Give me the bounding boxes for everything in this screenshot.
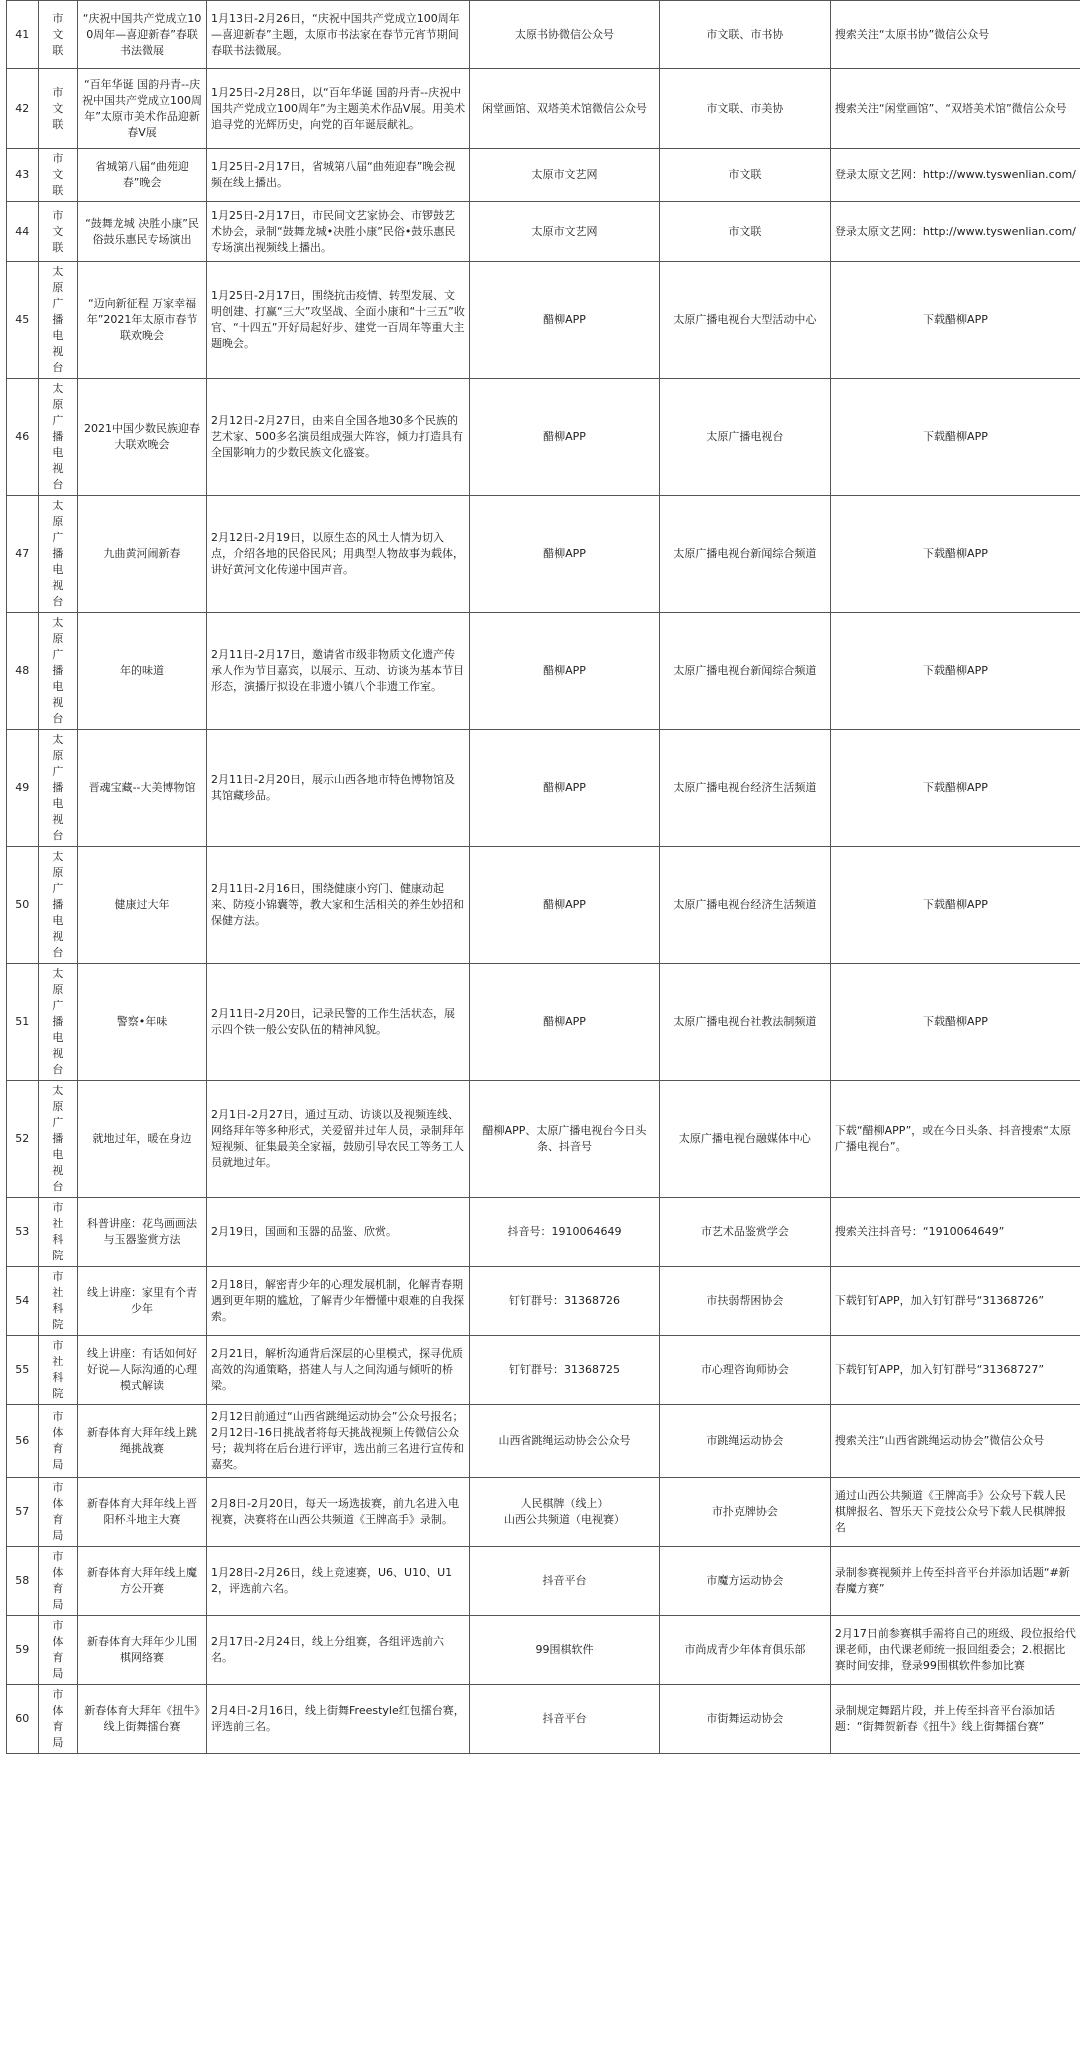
- organizer-cell: 市体育局: [38, 1405, 77, 1478]
- host-unit-cell: 市街舞运动协会: [659, 1685, 830, 1754]
- platform-cell: 抖音平台: [470, 1685, 660, 1754]
- participation-method-cell: 下载“醋柳APP”，或在今日头条、抖音搜索“太原广播电视台”。: [830, 1081, 1080, 1198]
- time-content-cell: 2月11日-2月16日，围绕健康小窍门、健康动起来、防疫小锦囊等，教大家和生活相关的养生妙招和保健方法。: [207, 847, 470, 964]
- row-number: 54: [7, 1267, 39, 1336]
- table-row: [7, 202, 1080, 262]
- participation-method-cell: 下载醋柳APP: [830, 379, 1080, 496]
- table-row: [7, 1198, 1080, 1267]
- organizer-cell: 市文联: [38, 149, 77, 202]
- table-row: [7, 1616, 1080, 1685]
- participation-method-cell: 下载醋柳APP: [830, 964, 1080, 1081]
- row-number: 47: [7, 496, 39, 613]
- host-unit-cell: 太原广播电视台: [659, 379, 830, 496]
- organizer-cell: 市文联: [38, 202, 77, 262]
- platform-cell: 99围棋软件: [470, 1616, 660, 1685]
- participation-method-cell: 搜索关注“山西省跳绳运动协会”微信公众号: [830, 1405, 1080, 1478]
- row-number: 49: [7, 730, 39, 847]
- activity-name-cell: 新春体育大拜年少儿围棋网络赛: [78, 1616, 207, 1685]
- row-number: 51: [7, 964, 39, 1081]
- participation-method-cell: 登录太原文艺网：http://www.tyswenlian.com/: [830, 149, 1080, 202]
- platform-cell: 太原市文艺网: [470, 202, 660, 262]
- organizer-cell: 太原广播电视台: [38, 379, 77, 496]
- activity-name-cell: 新春体育大拜年线上晋阳杯斗地主大赛: [78, 1478, 207, 1547]
- activity-name-cell: 线上讲座：家里有个青少年: [78, 1267, 207, 1336]
- time-content-cell: 1月28日-2月26日，线上竞速赛，U6、U10、U12，评选前六名。: [207, 1547, 470, 1616]
- platform-cell: 人民棋牌（线上） 山西公共频道（电视赛）: [470, 1478, 660, 1547]
- activity-name-cell: 新春体育大拜年线上跳绳挑战赛: [78, 1405, 207, 1478]
- organizer-cell: 市社科院: [38, 1198, 77, 1267]
- organizer-cell: 市体育局: [38, 1478, 77, 1547]
- organizer-cell: 市体育局: [38, 1616, 77, 1685]
- participation-method-cell: 录制规定舞蹈片段，并上传至抖音平台添加话题：“街舞贺新春《扭牛》线上街舞擂台赛”: [830, 1685, 1080, 1754]
- platform-cell: 醋柳APP: [470, 613, 660, 730]
- activity-name-cell: “迈向新征程 万家幸福年”2021年太原市春节联欢晚会: [78, 262, 207, 379]
- table-row: [7, 1478, 1080, 1547]
- activity-name-cell: 晋魂宝藏--大美博物馆: [78, 730, 207, 847]
- host-unit-cell: 太原广播电视台新闻综合频道: [659, 613, 830, 730]
- table-row: [7, 1405, 1080, 1478]
- host-unit-cell: 市心理咨询师协会: [659, 1336, 830, 1405]
- activity-name-cell: 九曲黄河闹新春: [78, 496, 207, 613]
- organizer-cell: 市社科院: [38, 1336, 77, 1405]
- table-row: [7, 69, 1080, 149]
- organizer-cell: 市社科院: [38, 1267, 77, 1336]
- row-number: 41: [7, 1, 39, 69]
- time-content-cell: 2月4日-2月16日，线上街舞Freestyle红包擂台赛，评选前三名。: [207, 1685, 470, 1754]
- participation-method-cell: 录制参赛视频并上传至抖音平台并添加话题“#新春魔方赛”: [830, 1547, 1080, 1616]
- time-content-cell: 2月11日-2月17日，邀请省市级非物质文化遗产传承人作为节目嘉宾，以展示、互动、访谈为基本节目形态，演播厅拟设在非遗小镇八个非遗工作室。: [207, 613, 470, 730]
- table-body: [7, 1, 1080, 1754]
- host-unit-cell: 市文联: [659, 202, 830, 262]
- platform-cell: 醋柳APP: [470, 379, 660, 496]
- participation-method-cell: 下载醋柳APP: [830, 847, 1080, 964]
- host-unit-cell: 市艺术品鉴赏学会: [659, 1198, 830, 1267]
- table-row: [7, 1547, 1080, 1616]
- host-unit-cell: 太原广播电视台社教法制频道: [659, 964, 830, 1081]
- time-content-cell: 1月13日-2月26日，“庆祝中国共产党成立100周年—喜迎新春”主题，太原市书法家在春节元宵节期间春联书法微展。: [207, 1, 470, 69]
- platform-cell: 闲堂画馆、双塔美术馆微信公众号: [470, 69, 660, 149]
- participation-method-cell: 搜索关注抖音号：“1910064649”: [830, 1198, 1080, 1267]
- platform-cell: 醋柳APP: [470, 730, 660, 847]
- activity-name-cell: 科普讲座：花鸟画画法与玉器鉴赏方法: [78, 1198, 207, 1267]
- host-unit-cell: 市文联: [659, 149, 830, 202]
- platform-cell: 醋柳APP: [470, 964, 660, 1081]
- table-sheet: [6, 0, 1080, 1754]
- host-unit-cell: 太原广播电视台大型活动中心: [659, 262, 830, 379]
- participation-method-cell: 下载醋柳APP: [830, 613, 1080, 730]
- platform-cell: 醋柳APP: [470, 847, 660, 964]
- table-row: [7, 1336, 1080, 1405]
- organizer-cell: 太原广播电视台: [38, 964, 77, 1081]
- platform-cell: 山西省跳绳运动协会公众号: [470, 1405, 660, 1478]
- table-row: [7, 847, 1080, 964]
- organizer-cell: 太原广播电视台: [38, 262, 77, 379]
- platform-cell: 太原市文艺网: [470, 149, 660, 202]
- activity-name-cell: 新春体育大拜年线上魔方公开赛: [78, 1547, 207, 1616]
- organizer-cell: 市文联: [38, 1, 77, 69]
- platform-cell: 钉钉群号：31368725: [470, 1336, 660, 1405]
- activity-table: [6, 0, 1080, 1754]
- time-content-cell: 2月12日-2月27日，由来自全国各地30多个民族的艺术家、500多名演员组成强大阵容，倾力打造具有全国影响力的少数民族文化盛宴。: [207, 379, 470, 496]
- row-number: 48: [7, 613, 39, 730]
- platform-cell: 抖音平台: [470, 1547, 660, 1616]
- time-content-cell: 2月18日，解密青少年的心理发展机制，化解青春期遇到更年期的尴尬，了解青少年懵懂中艰难的自我探索。: [207, 1267, 470, 1336]
- platform-cell: 抖音号：1910064649: [470, 1198, 660, 1267]
- time-content-cell: 2月12日-2月19日，以原生态的风土人情为切入点，介绍各地的民俗民风；用典型人物故事为载体，讲好黄河文化传递中国声音。: [207, 496, 470, 613]
- host-unit-cell: 市尚成青少年体育俱乐部: [659, 1616, 830, 1685]
- host-unit-cell: 市文联、市美协: [659, 69, 830, 149]
- activity-name-cell: 新春体育大拜年《扭牛》线上街舞擂台赛: [78, 1685, 207, 1754]
- organizer-cell: 太原广播电视台: [38, 847, 77, 964]
- platform-cell: 钉钉群号：31368726: [470, 1267, 660, 1336]
- participation-method-cell: 下载醋柳APP: [830, 496, 1080, 613]
- host-unit-cell: 市扑克牌协会: [659, 1478, 830, 1547]
- organizer-cell: 市体育局: [38, 1685, 77, 1754]
- activity-name-cell: 健康过大年: [78, 847, 207, 964]
- row-number: 57: [7, 1478, 39, 1547]
- organizer-cell: 太原广播电视台: [38, 730, 77, 847]
- row-number: 60: [7, 1685, 39, 1754]
- participation-method-cell: 下载钉钉APP，加入钉钉群号“31368726”: [830, 1267, 1080, 1336]
- row-number: 44: [7, 202, 39, 262]
- activity-name-cell: 年的味道: [78, 613, 207, 730]
- activity-name-cell: 线上讲座：有话如何好好说—人际沟通的心理模式解读: [78, 1336, 207, 1405]
- organizer-cell: 市体育局: [38, 1547, 77, 1616]
- activity-name-cell: 就地过年，暖在身边: [78, 1081, 207, 1198]
- organizer-cell: 太原广播电视台: [38, 1081, 77, 1198]
- table-row: [7, 262, 1080, 379]
- time-content-cell: 1月25日-2月17日，市民间文艺家协会、市锣鼓艺术协会，录制“鼓舞龙城•决胜小康”民俗•鼓乐惠民专场演出视频线上播出。: [207, 202, 470, 262]
- row-number: 46: [7, 379, 39, 496]
- table-row: [7, 379, 1080, 496]
- time-content-cell: 2月8日-2月20日，每天一场选拔赛，前九名进入电视赛，决赛将在山西公共频道《王牌高手》录制。: [207, 1478, 470, 1547]
- row-number: 53: [7, 1198, 39, 1267]
- host-unit-cell: 太原广播电视台新闻综合频道: [659, 496, 830, 613]
- time-content-cell: 2月1日-2月27日，通过互动、访谈以及视频连线、网络拜年等多种形式，关爱留并过年人员，录制拜年短视频、征集最美全家福，鼓励引导农民工等务工人员就地过年。: [207, 1081, 470, 1198]
- table-row: [7, 1081, 1080, 1198]
- table-row: [7, 1, 1080, 69]
- time-content-cell: 1月25日-2月28日，以“百年华诞 国韵丹青--庆祝中国共产党成立100周年”为主题美术作品V展。用美术追寻党的光辉历史，向党的百年诞辰献礼。: [207, 69, 470, 149]
- time-content-cell: 2月17日-2月24日，线上分组赛，各组评选前六名。: [207, 1616, 470, 1685]
- host-unit-cell: 市文联、市书协: [659, 1, 830, 69]
- participation-method-cell: 登录太原文艺网：http://www.tyswenlian.com/: [830, 202, 1080, 262]
- platform-cell: 醋柳APP: [470, 496, 660, 613]
- row-number: 52: [7, 1081, 39, 1198]
- row-number: 45: [7, 262, 39, 379]
- activity-name-cell: 警察•年味: [78, 964, 207, 1081]
- organizer-cell: 市文联: [38, 69, 77, 149]
- row-number: 42: [7, 69, 39, 149]
- row-number: 59: [7, 1616, 39, 1685]
- participation-method-cell: 通过山西公共频道《王牌高手》公众号下载人民棋牌报名、智乐天下竞技公众号下载人民棋牌报名: [830, 1478, 1080, 1547]
- host-unit-cell: 市跳绳运动协会: [659, 1405, 830, 1478]
- host-unit-cell: 太原广播电视台经济生活频道: [659, 847, 830, 964]
- table-row: [7, 613, 1080, 730]
- organizer-cell: 太原广播电视台: [38, 496, 77, 613]
- row-number: 43: [7, 149, 39, 202]
- platform-cell: 太原书协微信公众号: [470, 1, 660, 69]
- activity-name-cell: 2021中国少数民族迎春大联欢晚会: [78, 379, 207, 496]
- participation-method-cell: 2月17日前参赛棋手需将自己的班级、段位报给代课老师，由代课老师统一报回组委会；2.根据比赛时间安排，登录99围棋软件参加比赛: [830, 1616, 1080, 1685]
- participation-method-cell: 搜索关注“太原书协”微信公众号: [830, 1, 1080, 69]
- host-unit-cell: 市魔方运动协会: [659, 1547, 830, 1616]
- time-content-cell: 1月25日-2月17日，围绕抗击疫情、转型发展、文明创建、打赢“三大”攻坚战、全面小康和“十三五”收官、“十四五”开好局起好步、建党一百周年等重大主题晚会。: [207, 262, 470, 379]
- organizer-cell: 太原广播电视台: [38, 613, 77, 730]
- table-row: [7, 964, 1080, 1081]
- activity-name-cell: “百年华诞 国韵丹青--庆祝中国共产党成立100周年”太原市美术作品迎新春V展: [78, 69, 207, 149]
- table-row: [7, 149, 1080, 202]
- time-content-cell: 2月21日，解析沟通背后深层的心里模式，探寻优质高效的沟通策略，搭建人与人之间沟通与倾听的桥梁。: [207, 1336, 470, 1405]
- time-content-cell: 1月25日-2月17日，省城第八届“曲苑迎春”晚会视频在线上播出。: [207, 149, 470, 202]
- table-row: [7, 1685, 1080, 1754]
- activity-name-cell: “庆祝中国共产党成立100周年—喜迎新春”春联书法微展: [78, 1, 207, 69]
- participation-method-cell: 搜索关注“闲堂画馆”、“双塔美术馆”微信公众号: [830, 69, 1080, 149]
- time-content-cell: 2月11日-2月20日，展示山西各地市特色博物馆及其馆藏珍品。: [207, 730, 470, 847]
- platform-cell: 醋柳APP: [470, 262, 660, 379]
- row-number: 56: [7, 1405, 39, 1478]
- time-content-cell: 2月12日前通过“山西省跳绳运动协会”公众号报名；2月12日-16日挑战者将每天挑战视频上传微信公众号；裁判将在后台进行评审，选出前三名进行宣传和嘉奖。: [207, 1405, 470, 1478]
- row-number: 55: [7, 1336, 39, 1405]
- time-content-cell: 2月11日-2月20日，记录民警的工作生活状态，展示四个铁一般公安队伍的精神风貌。: [207, 964, 470, 1081]
- participation-method-cell: 下载醋柳APP: [830, 262, 1080, 379]
- activity-name-cell: “鼓舞龙城 决胜小康”民俗鼓乐惠民专场演出: [78, 202, 207, 262]
- host-unit-cell: 太原广播电视台融媒体中心: [659, 1081, 830, 1198]
- table-row: [7, 496, 1080, 613]
- participation-method-cell: 下载醋柳APP: [830, 730, 1080, 847]
- time-content-cell: 2月19日，国画和玉器的品鉴、欣赏。: [207, 1198, 470, 1267]
- table-row: [7, 730, 1080, 847]
- host-unit-cell: 太原广播电视台经济生活频道: [659, 730, 830, 847]
- table-row: [7, 1267, 1080, 1336]
- activity-name-cell: 省城第八届“曲苑迎春”晚会: [78, 149, 207, 202]
- platform-cell: 醋柳APP、太原广播电视台今日头条、抖音号: [470, 1081, 660, 1198]
- row-number: 58: [7, 1547, 39, 1616]
- participation-method-cell: 下载钉钉APP，加入钉钉群号“31368727”: [830, 1336, 1080, 1405]
- host-unit-cell: 市扶弱帮困协会: [659, 1267, 830, 1336]
- row-number: 50: [7, 847, 39, 964]
